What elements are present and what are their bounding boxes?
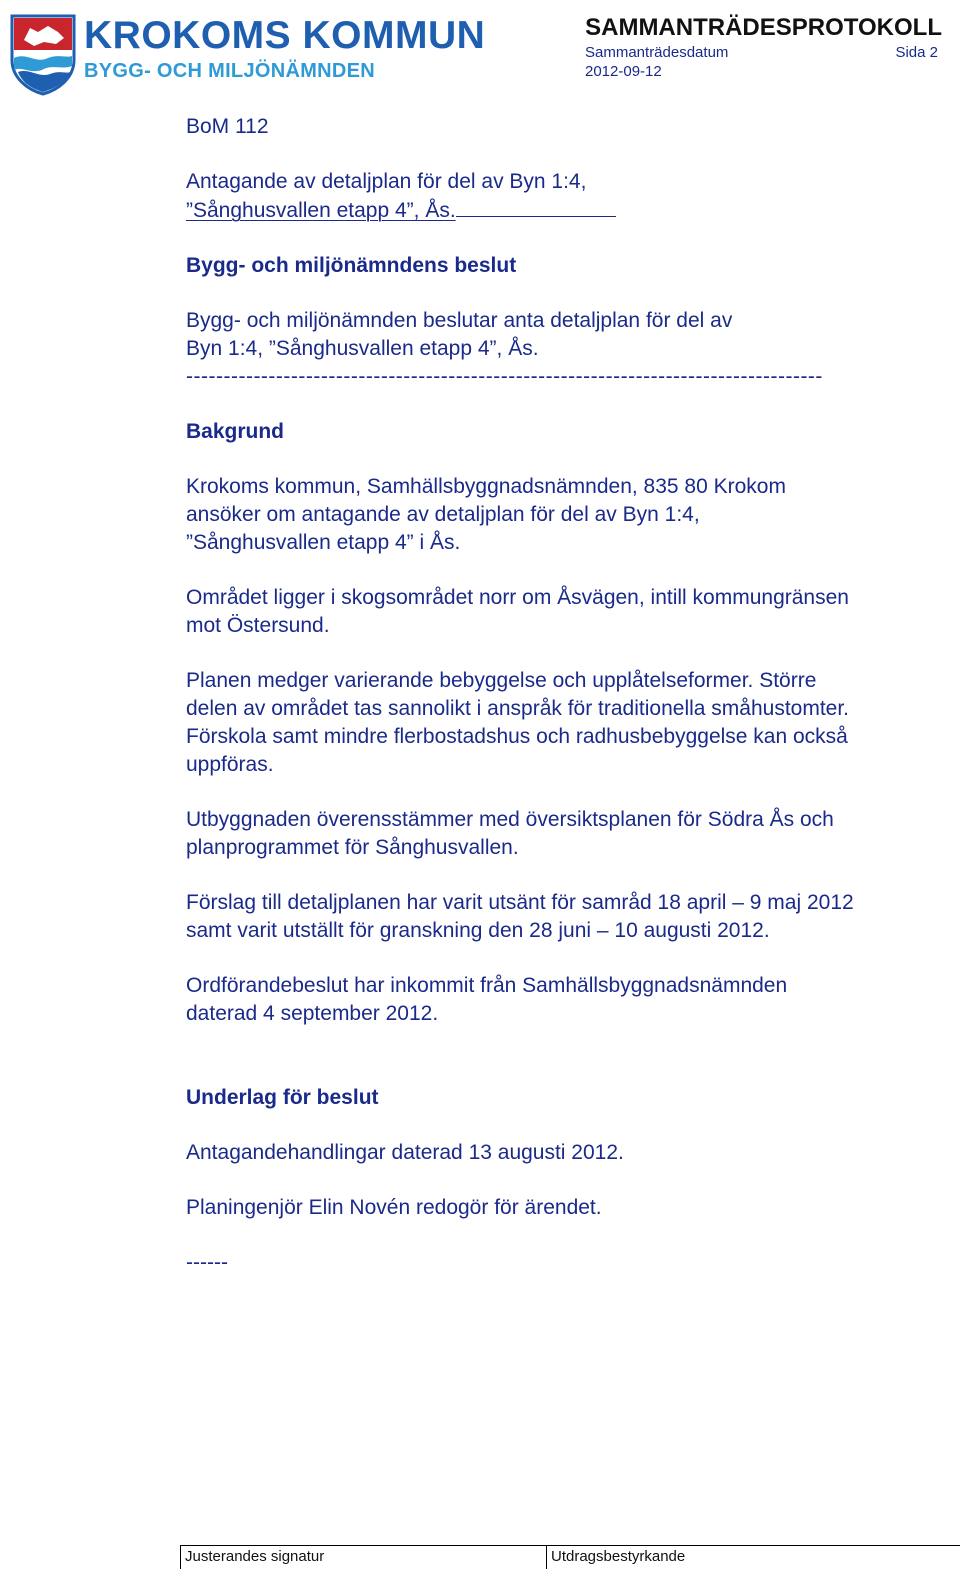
logo-org-name: KROKOMS KOMMUN xyxy=(84,14,486,57)
text-line: Området ligger i skogsområdet norr om Åsvägen, intill kommungränsen xyxy=(186,586,849,609)
text-line: Bygg- och miljönämnden beslutar anta detaljplan för del av xyxy=(186,309,733,332)
paragraph-compliance xyxy=(186,806,956,862)
decision-paragraph xyxy=(186,307,956,363)
title-underlined-text: ”Sånghusvallen etapp 4”, Ås. xyxy=(186,199,456,222)
text-line: ”Sånghusvallen etapp 4” i Ås. xyxy=(186,531,461,554)
document-type-title: SAMMANTRÄDESPROTOKOLL xyxy=(585,14,942,41)
text-line: Förslag till detaljplanen har varit utsänt för samråd 18 april – 9 maj 2012 xyxy=(186,891,854,914)
text-line: delen av området tas sannolikt i anspråk för traditionella småhustomter. xyxy=(186,697,850,720)
paragraph-location xyxy=(186,584,956,640)
footer-divider xyxy=(546,1546,547,1569)
text-line: Krokoms kommun, Samhällsbyggnadsnämnden, 835 80 Krokom xyxy=(186,475,786,498)
meeting-date: 2012-09-12 xyxy=(585,63,662,80)
municipality-logo xyxy=(4,10,486,100)
decision-heading: Bygg- och miljönämndens beslut xyxy=(186,254,517,277)
text-line: mot Östersund. xyxy=(186,614,330,637)
text-line: Byn 1:4, ”Sånghusvallen etapp 4”, Ås. xyxy=(186,337,539,360)
signature-footer xyxy=(180,1545,960,1569)
text-line: Planen medger varierande bebyggelse och upplåtelseformer. Större xyxy=(186,669,817,692)
logo-org-subtitle: BYGG- OCH MILJÖNÄMNDEN xyxy=(84,60,376,82)
text-line: uppföras. xyxy=(186,753,274,776)
text-line: planprogrammet för Sånghusvallen. xyxy=(186,836,519,859)
paragraph-applicant xyxy=(186,473,956,557)
basis-line: Antagandehandlingar daterad 13 augusti 2012. xyxy=(186,1141,624,1164)
footer-extract-certification-label: Utdragsbestyrkande xyxy=(551,1548,686,1565)
section-number: BoM 112 xyxy=(186,115,269,138)
title-underline-rule xyxy=(456,196,616,217)
title-line xyxy=(186,196,956,225)
matter-title xyxy=(186,168,956,225)
footer-adjuster-signature-label: Justerandes signatur xyxy=(185,1548,325,1565)
page-number: Sida 2 xyxy=(895,44,938,61)
paragraph-chair-decision xyxy=(186,972,956,1028)
text-line: samt varit utställt för granskning den 28 juni – 10 augusti 2012. xyxy=(186,919,770,942)
document-body xyxy=(186,113,956,1277)
text-line: Utbyggnaden överensstämmer med översiktsplanen för Södra Ås och xyxy=(186,808,834,831)
separator-line: ------------------------------------------------------------------------------------- xyxy=(186,365,823,388)
end-mark: ------ xyxy=(186,1251,228,1274)
paragraph-plan xyxy=(186,667,956,779)
title-line: Antagande av detaljplan för del av Byn 1:4, xyxy=(186,170,587,193)
text-line: Ordförandebeslut har inkommit från Samhällsbyggnadsnämnden xyxy=(186,974,788,997)
basis-heading: Underlag för beslut xyxy=(186,1086,379,1109)
text-line: ansöker om antagande av detaljplan för del av Byn 1:4, xyxy=(186,503,700,526)
coat-of-arms-icon xyxy=(8,12,78,96)
report-line: Planingenjör Elin Novén redogör för ärendet. xyxy=(186,1196,602,1219)
paragraph-consultation xyxy=(186,889,956,945)
background-heading: Bakgrund xyxy=(186,420,285,443)
meeting-date-label: Sammanträdesdatum xyxy=(585,44,729,61)
text-line: Förskola samt mindre flerbostadshus och radhusbebyggelse kan också xyxy=(186,725,848,748)
text-line: daterad 4 september 2012. xyxy=(186,1002,439,1025)
